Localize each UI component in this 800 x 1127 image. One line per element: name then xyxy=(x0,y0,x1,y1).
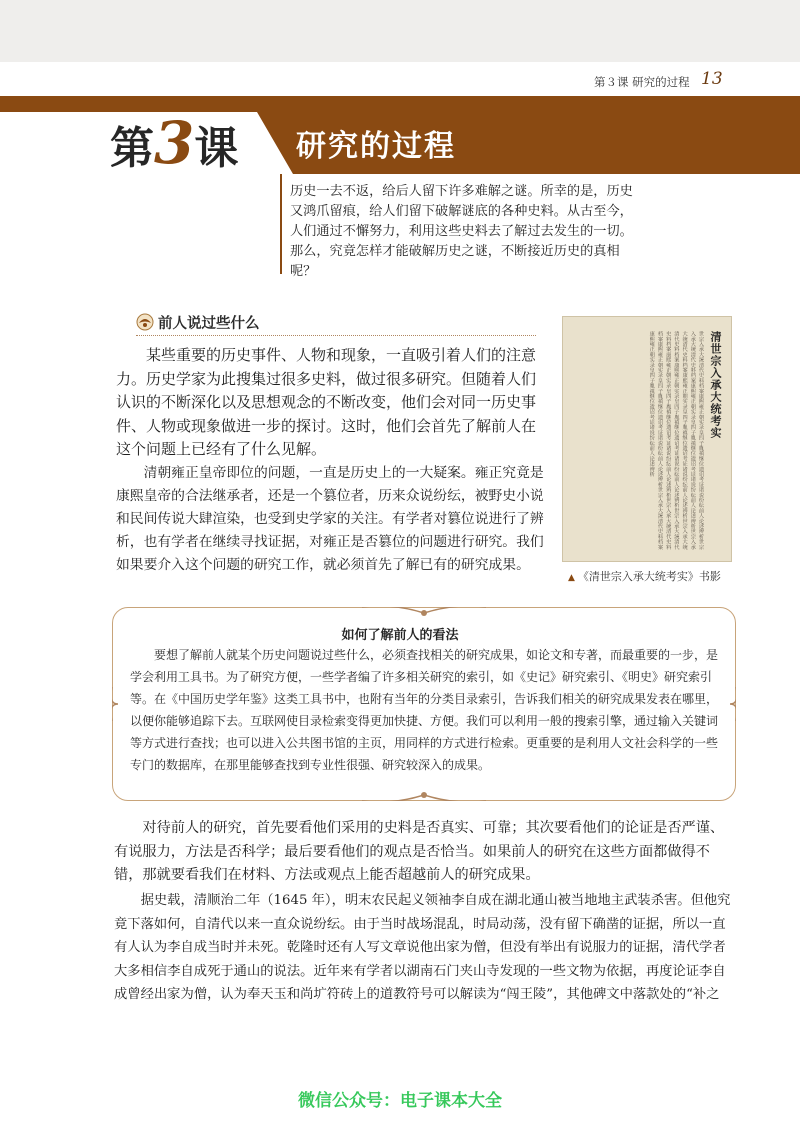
figure-caption xyxy=(568,568,721,584)
lesson-number: 3 xyxy=(154,109,195,177)
info-box-text: 要想了解前人就某个历史问题说过些什么，必须查找相关的研究成果，如论文和专著，而最重要的一步，是学会利用工具书。为了研究方便，一些学者编了许多相关研究的索引，如《史记》研究索引、《明史》研究索引等。在《中国历史学年鉴》这类工具书中，也附有当年的分类目录索引，告诉我们相关的研究成果发表在哪里，以便你能够追踪下去。互联网使目录检索变得更加快捷、方便。我们可以利用一般的搜索引擎，通过输入关键词等方式进行查找；也可以进入公共图书馆的主页，用同样的方式进行检索。更重要的是利用人文社会科学的一些专门的数据库，在那里能够查找到专业性很强、研究较深入的成果。 xyxy=(130,648,719,772)
running-head: 第３课 研究的过程 xyxy=(594,75,690,89)
section-paragraph: 清朝雍正皇帝即位的问题，一直是历史上的一大疑案。雍正究竟是康熙皇帝的合法继承者，还是一个篡位者，历来众说纷纭，被野史小说和民间传说大肆渲染，也受到史学家的关注。有学者对篡位说进行了辨析，也有学者在继续寻找证据，对雍正是否篡位的问题进行研究。我们如果要介入这个问题的研究工作，就必须首先了解已有的研究成果。 xyxy=(116,465,544,573)
section-rule xyxy=(136,335,536,337)
intro-rule xyxy=(280,174,282,274)
lesson-prefix: 第 xyxy=(110,123,154,174)
header-band xyxy=(0,0,800,62)
book-title: 清世宗入承大统考实 xyxy=(709,331,722,439)
ornament-icon xyxy=(136,313,154,331)
caption-text: 《清世宗入承大统考实》书影 xyxy=(577,570,721,583)
watermark-text: 微信公众号：电子课本大全 xyxy=(298,1091,502,1111)
book-cover-image xyxy=(562,316,732,562)
lesson-suffix: 课 xyxy=(194,123,239,174)
book-page-text: 世宗入承大统清代史料档案康熙雍正朝实录皇四子胤禛继位遗诏考证诸说纷纭前人论述辨析世宗入承大统清代史料档案康熙雍正朝实录皇四子胤禛继位遗诏考证诸说纷纭前人论述辨析世宗入承大统清代史料档案康熙雍正朝实录皇四子胤禛继位遗诏考证诸说纷纭前人论述辨析世宗入承大统清代史料档案康熙雍正朝实录皇四子胤禛继位遗诏考证诸说纷纭前人论述辨析世宗入承大统清代史料档案康熙雍正朝实录皇四子胤禛继位遗诏考证诸说纷纭前人论述辨析世宗入承大统清代史料档案康熙雍正朝实录皇四子胤禛继位遗诏考证诸说纷纭前人论述辨析世宗入承大统清代史料档案康熙雍正朝实录皇四子胤禛继位遗诏考证诸说纷纭前人论述辨析 xyxy=(648,331,704,550)
intro-text: 历史一去不返，给后人留下许多难解之谜。所幸的是，历史又鸿爪留痕，给人们留下破解谜底的各种史料。从古至今，人们通过不懈努力，利用这些史料去了解过去发生的一切。那么，究竟怎样才能破解历史之谜，不断接近历史的真相呢？ xyxy=(290,184,633,279)
body-paragraph: 对待前人的研究，首先要看他们采用的史料是否真实、可靠；其次要看他们的论证是否严谨、有说服力，方法是否科学；最后要看他们的观点是否恰当。如果前人的研究在这些方面都做得不错，那就要看我们在材料、方法或观点上能否超越前人的研究成果。 xyxy=(114,820,725,883)
lesson-title: 研究的过程 xyxy=(296,129,456,164)
section-paragraph: 某些重要的历史事件、人物和现象，一直吸引着人们的注意力。历史学家为此搜集过很多史料，做过很多研究。但随着人们认识的不断深化以及思想观念的不断改变，他们会对同一历史事件、人物或现象做进一步的探讨。这时，他们会首先了解前人在这个问题上已经有了什么见解。 xyxy=(116,346,537,458)
info-box-title: 如何了解前人的看法 xyxy=(341,628,459,643)
triangle-icon: ▲ xyxy=(568,573,575,583)
header-accent-bar xyxy=(0,96,800,112)
body-paragraph: 据史载，清顺治二年（1645 年），明末农民起义领袖李自成在湖北通山被当地地主武装杀害。但他究竟下落如何，自清代以来一直众说纷纭。由于当时战场混乱，时局动荡，没有留下确凿的证据，所以一直有人认为李自成当时并未死。乾隆时还有人写文章说他出家为僧，但没有举出有说服力的证据，清代学者大多相信李自成死于通山的说法。近年来有学者以湖南石门夹山寺发现的一些文物为依据，再度论证李自成曾经出家为僧，认为奉天玉和尚圹符砖上的道教符号可以解读为“闯王陵”，其他碑文中落款处的“补之 xyxy=(114,893,731,1002)
page-number: 13 xyxy=(701,69,723,89)
lesson-label xyxy=(110,109,270,177)
section-heading: 前人说过些什么 xyxy=(158,316,260,332)
